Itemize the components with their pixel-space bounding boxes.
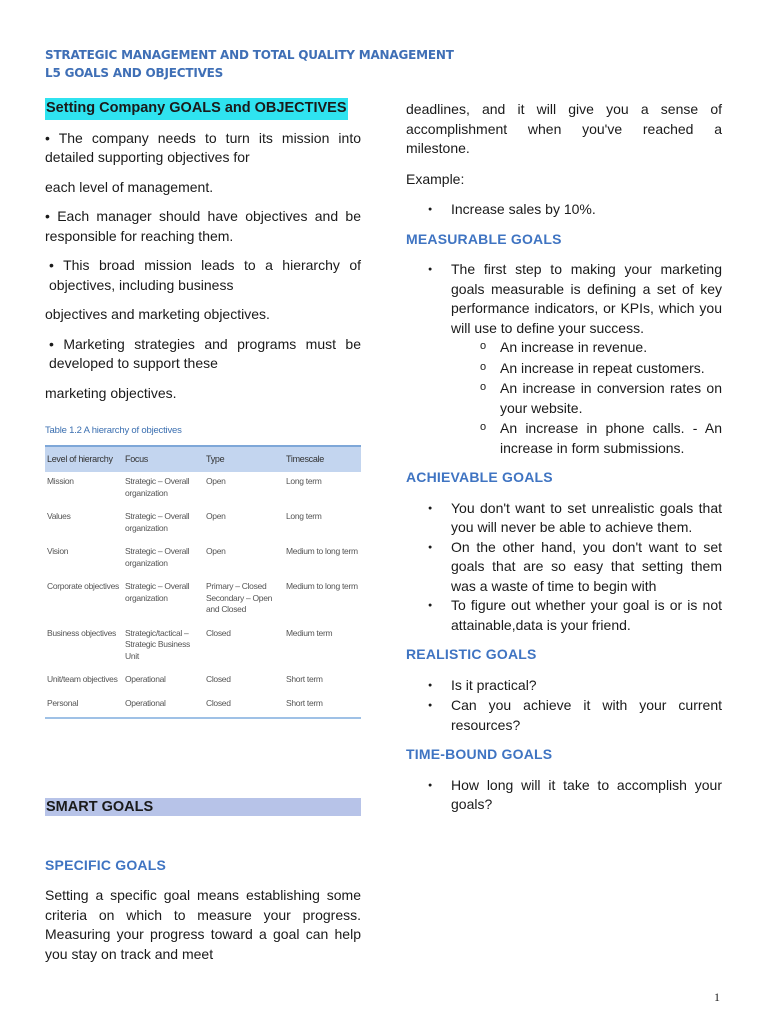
list-item: ● You don't want to set unrealistic goals that you will never be able to achieve them. — [406, 499, 722, 538]
list-item: ● Increase sales by 10%. — [406, 200, 722, 220]
measurable-goals-heading: MEASURABLE GOALS — [406, 230, 562, 247]
table-cell: Values — [47, 511, 71, 521]
hierarchy-table-figure — [45, 421, 361, 719]
table-cell: Short term — [286, 697, 323, 708]
bullet-paragraph: • Marketing strategies and programs must be developed to support these — [49, 335, 361, 371]
table-cell: Business objectives — [47, 627, 116, 638]
table-row — [45, 542, 361, 577]
sub-list-item: o An increase in conversion rates on your website. — [451, 379, 722, 418]
table-cell: Short term — [286, 674, 323, 684]
measurable-sub-list — [451, 338, 722, 458]
sub-list-item: o An increase in repeat customers. — [451, 359, 722, 379]
paragraph: deadlines, and it will give you a sense of accomplishment when you've reached a milestone. — [406, 101, 722, 156]
left-column — [45, 98, 361, 719]
table-cell: Vision — [47, 546, 69, 556]
sub-list-item: o An increase in revenue. — [451, 338, 722, 358]
specific-goals-text: Setting a specific goal means establishing some criteria on which to measure your progress. Measuring your progress toward a goal can help you stay on track and meet — [45, 887, 361, 962]
achievable-list — [406, 499, 722, 636]
bullet-paragraph: • The company needs to turn its mission into detailed supporting objectives for — [45, 129, 361, 165]
table-row — [45, 670, 361, 694]
paragraph: objectives and marketing objectives. — [45, 306, 270, 322]
table-cell: Medium to long term — [286, 581, 358, 591]
table-header-cell: Timescale — [286, 453, 324, 464]
realistic-list — [406, 676, 722, 736]
smart-goals-heading: SMART GOALS — [45, 798, 361, 816]
time-bound-goals-heading: TIME-BOUND GOALS — [406, 746, 553, 762]
time-bound-list — [406, 776, 722, 815]
table-cell: Primary – Closed Secondary – Open and Closed — [206, 581, 273, 614]
paragraph: marketing objectives. — [45, 384, 177, 401]
realistic-goals-heading: REALISTIC GOALS — [406, 646, 537, 662]
right-column — [406, 100, 722, 815]
sub-list-item: o An increase in phone calls. - An increase in form submissions. — [451, 419, 722, 458]
list-item: ● The first step to making your marketing goals measurable is defining a set of key performance indicators, or KPIs, which you will use to define your success. — [406, 260, 722, 338]
paragraph: each level of management. — [45, 178, 214, 195]
list-item: ● Can you achieve it with your current resources? — [406, 696, 722, 735]
table-cell: Medium term — [286, 627, 333, 638]
table-cell: Unit/team objectives — [47, 674, 118, 684]
table-cell: Closed — [206, 627, 231, 638]
table-row — [45, 694, 361, 719]
table-row — [45, 577, 361, 624]
header-course-title: STRATEGIC MANAGEMENT AND TOTAL QUALITY MANAGEMENT — [45, 48, 454, 62]
table-cell: Closed — [206, 697, 231, 708]
table-cell: Medium to long term — [286, 546, 358, 556]
section-title: Setting Company GOALS and OBJECTIVES — [45, 98, 348, 120]
list-item: ● Is it practical? — [406, 676, 722, 696]
measurable-list — [406, 260, 722, 338]
table-cell: Operational — [125, 697, 166, 708]
table-cell: Open — [206, 511, 226, 521]
specific-goals-heading: SPECIFIC GOALS — [45, 857, 167, 873]
table-cell: Strategic – Overall organization — [125, 581, 190, 603]
bullet-paragraph: • Each manager should have objectives and be responsible for reaching them. — [45, 208, 361, 244]
table-cell: Closed — [206, 674, 231, 684]
document-header — [45, 46, 454, 82]
table-row — [45, 472, 361, 507]
table-header-cell: Focus — [125, 453, 149, 464]
achievable-goals-heading: ACHIEVABLE GOALS — [406, 469, 553, 485]
table-cell: Long term — [286, 511, 322, 521]
table-cell: Strategic – Overall organization — [125, 511, 190, 533]
list-item: ● How long will it take to accomplish your goals? — [406, 776, 722, 815]
table-header-cell: Type — [206, 453, 225, 464]
page-number: 1 — [714, 990, 720, 1004]
table-cell: Corporate objectives — [47, 581, 119, 591]
table-header-row — [45, 446, 361, 473]
list-item: ● On the other hand, you don't want to set goals that are so easy that setting them was a waste of time to begin with — [406, 538, 722, 597]
example-list — [406, 200, 722, 220]
bullet-paragraph: • This broad mission leads to a hierarchy of objectives, including business — [49, 257, 361, 293]
table-cell: Mission — [47, 476, 74, 486]
table-cell: Open — [206, 476, 226, 486]
table-row — [45, 624, 361, 671]
hierarchy-table — [45, 445, 361, 720]
table-cell: Strategic – Overall organization — [125, 546, 190, 568]
table-caption: Table 1.2 A hierarchy of objectives — [45, 425, 182, 436]
table-cell: Long term — [286, 476, 322, 486]
table-cell: Personal — [47, 697, 79, 708]
header-lesson-title: L5 GOALS AND OBJECTIVES — [45, 66, 224, 80]
table-cell: Strategic/tactical – Strategic Business Unit — [125, 627, 190, 661]
table-header-cell: Level of hierarchy — [47, 453, 113, 464]
table-cell: Open — [206, 546, 226, 556]
example-label: Example: — [406, 170, 465, 187]
table-cell: Strategic – Overall organization — [125, 476, 190, 498]
list-item: ● To figure out whether your goal is or is not attainable,data is your friend. — [406, 596, 722, 635]
table-row — [45, 507, 361, 542]
table-cell: Operational — [125, 674, 166, 684]
